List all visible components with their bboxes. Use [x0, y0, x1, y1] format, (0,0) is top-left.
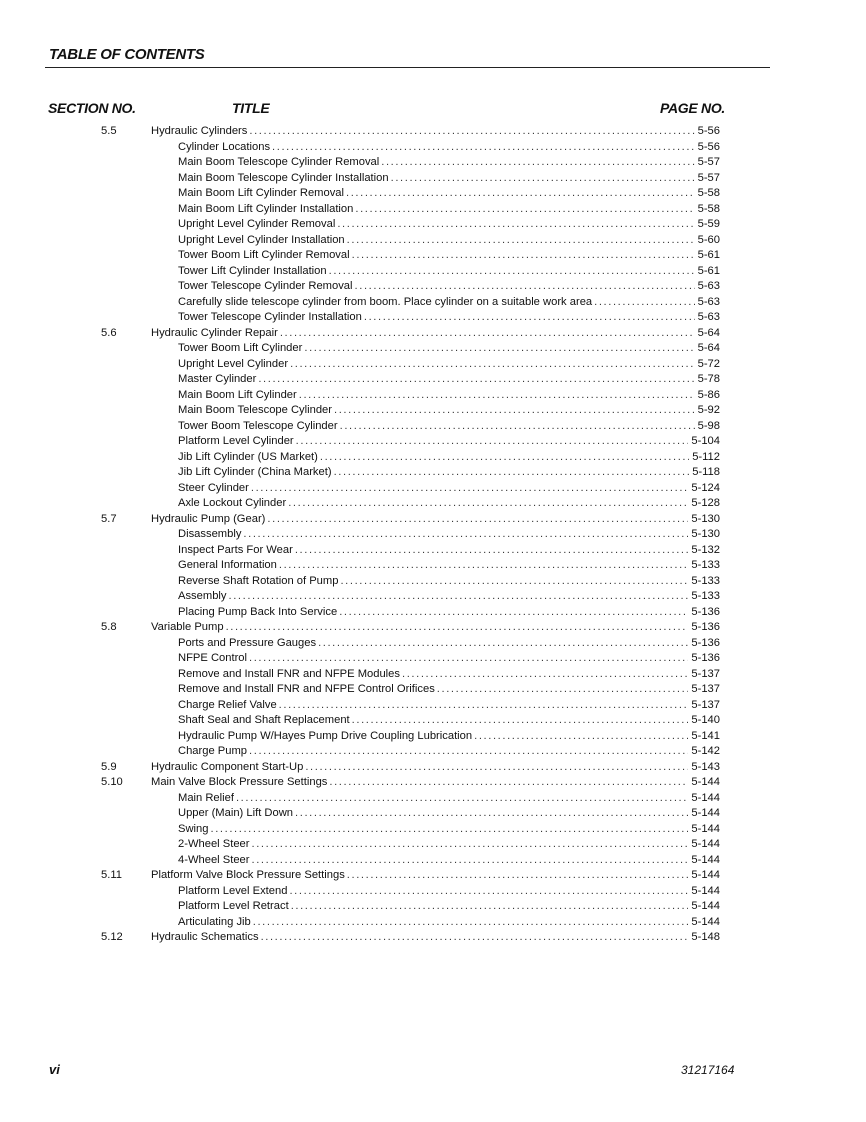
footer-doc-number: 31217164 [681, 1063, 735, 1077]
dot-leader [304, 341, 694, 357]
toc-entry-title: Shaft Seal and Shaft Replacement [178, 714, 350, 726]
toc-subsection-link[interactable] [178, 698, 720, 714]
dot-leader [252, 837, 689, 853]
toc-entry-title: 4-Wheel Steer [178, 853, 250, 866]
toc-page-number: 5-57 [697, 171, 720, 184]
dot-leader [402, 667, 688, 683]
toc-entry[interactable] [0, 527, 866, 543]
toc-section-number: 5.12 [101, 931, 123, 943]
toc-page-number: 5-144 [691, 776, 720, 788]
toc-subsection-link[interactable] [178, 481, 720, 497]
toc-entry-title: Platform Level Extend [178, 884, 288, 897]
dot-leader [291, 899, 689, 915]
toc-subsection-link[interactable] [178, 465, 720, 481]
dot-leader [305, 760, 688, 776]
toc-entry-title: Hydraulic Cylinder Repair [151, 326, 278, 339]
dot-leader [347, 868, 689, 884]
toc-page-number: 5-58 [697, 202, 720, 215]
toc-entry[interactable] [0, 388, 866, 404]
dot-leader [279, 558, 689, 574]
toc-entry[interactable] [0, 481, 866, 497]
dot-leader [236, 791, 688, 807]
toc-entry[interactable] [0, 496, 866, 512]
toc-page-number: 5-136 [691, 652, 720, 664]
toc-entry[interactable] [0, 682, 866, 698]
toc-entry[interactable] [0, 868, 866, 884]
toc-subsection-link[interactable] [178, 791, 720, 807]
toc-subsection-link[interactable] [178, 589, 720, 605]
toc-entry[interactable] [0, 558, 866, 574]
toc-entry[interactable] [0, 341, 866, 357]
toc-page-number: 5-148 [691, 931, 720, 943]
toc-subsection-link[interactable] [178, 155, 720, 171]
page-title: TABLE OF CONTENTS [49, 46, 205, 63]
toc-page-number: 5-144 [691, 838, 720, 850]
toc-page-number: 5-143 [691, 760, 720, 773]
toc-entry-title: Main Relief [178, 791, 234, 804]
toc-entry[interactable] [0, 419, 866, 435]
toc-entry-title: Remove and Install FNR and NFPE Modules [178, 667, 400, 680]
toc-entry-title: Hydraulic Schematics [151, 931, 259, 943]
dot-leader [272, 140, 695, 156]
dot-leader [352, 248, 695, 264]
toc-entry-title: Charge Relief Valve [178, 698, 277, 711]
toc-subsection-link[interactable] [178, 450, 720, 466]
dot-leader [355, 202, 694, 218]
toc-entry[interactable] [0, 217, 866, 233]
toc-subsection-link[interactable] [178, 372, 720, 388]
toc-page-number: 5-141 [691, 729, 720, 742]
toc-entry[interactable] [0, 822, 866, 838]
toc-page-number: 5-130 [691, 512, 720, 525]
dot-leader [340, 574, 688, 590]
toc-entry-title: Jib Lift Cylinder (US Market) [178, 450, 318, 463]
toc-entry[interactable] [0, 698, 866, 714]
toc-page-number: 5-63 [697, 295, 720, 308]
toc-entry-title: Axle Lockout Cylinder [178, 497, 287, 509]
toc-entry-title: Disassembly [178, 528, 242, 540]
toc-page-number: 5-78 [697, 373, 720, 385]
dot-leader [258, 372, 694, 388]
toc-subsection-link[interactable] [178, 806, 720, 822]
toc-section-number: 5.5 [101, 125, 117, 137]
toc-entry[interactable] [0, 155, 866, 171]
toc-subsection-link[interactable] [178, 248, 720, 264]
toc-entry[interactable] [0, 806, 866, 822]
toc-page-number: 5-124 [691, 481, 720, 494]
dot-leader [364, 310, 695, 326]
toc-page-number: 5-63 [697, 311, 720, 323]
column-header-page: PAGE NO. [660, 100, 726, 116]
toc-entry[interactable] [0, 248, 866, 264]
toc-subsection-link[interactable] [178, 357, 720, 373]
toc-section-link[interactable] [151, 775, 720, 791]
toc-page-number: 5-137 [691, 683, 720, 695]
toc-subsection-link[interactable] [178, 543, 720, 559]
dot-leader [290, 357, 695, 373]
toc-page-number: 5-144 [691, 884, 720, 897]
dot-leader [295, 543, 689, 559]
toc-entry[interactable] [0, 233, 866, 249]
toc-entry[interactable] [0, 403, 866, 419]
toc-page-number: 5-63 [697, 280, 720, 292]
toc-page-number: 5-137 [691, 698, 720, 711]
toc-entry[interactable] [0, 574, 866, 590]
toc-subsection-link[interactable] [178, 558, 720, 574]
dot-leader [318, 636, 688, 652]
toc-page-number: 5-56 [697, 140, 720, 153]
dot-leader [320, 450, 689, 466]
dot-leader [249, 124, 694, 140]
toc-page-number: 5-133 [691, 590, 720, 602]
toc-section-number: 5.9 [101, 760, 117, 773]
toc-section-link[interactable] [151, 512, 720, 528]
toc-entry-title: Platform Valve Block Pressure Settings [151, 869, 345, 881]
toc-entry[interactable] [0, 853, 866, 869]
dot-leader [355, 279, 695, 295]
toc-entry[interactable] [0, 930, 866, 946]
toc-page-number: 5-112 [692, 450, 720, 463]
toc-subsection-link[interactable] [178, 403, 720, 419]
toc-entry-title: Remove and Install FNR and NFPE Control Orifices [178, 683, 435, 695]
toc-page-number: 5-104 [691, 435, 720, 447]
toc-entry[interactable] [0, 295, 866, 311]
toc-subsection-link[interactable] [178, 837, 720, 853]
toc-entry[interactable] [0, 605, 866, 621]
toc-subsection-link[interactable] [178, 341, 720, 357]
dot-leader [337, 217, 694, 233]
dot-leader [253, 915, 689, 931]
toc-subsection-link[interactable] [178, 682, 720, 698]
toc-page-number: 5-144 [691, 791, 720, 804]
dot-leader [352, 713, 689, 729]
toc-entry[interactable] [0, 124, 866, 140]
toc-entry-title: Tower Boom Lift Cylinder Removal [178, 249, 350, 261]
dot-leader [299, 388, 695, 404]
dot-leader [381, 155, 694, 171]
toc-entry-title: Hydraulic Component Start-Up [151, 760, 304, 773]
toc-subsection-link[interactable] [178, 667, 720, 683]
toc-subsection-link[interactable] [178, 186, 720, 202]
toc-entry-title: Main Valve Block Pressure Settings [151, 776, 328, 788]
toc-entry[interactable] [0, 326, 866, 342]
column-header-title: TITLE [232, 100, 270, 116]
toc-entry[interactable] [0, 372, 866, 388]
toc-entry-title: Platform Level Retract [178, 900, 289, 912]
toc-entry-title: Upright Level Cylinder Removal [178, 218, 336, 230]
toc-entry[interactable] [0, 434, 866, 450]
toc-entry[interactable] [0, 264, 866, 280]
toc-subsection-link[interactable] [178, 884, 720, 900]
toc-entry[interactable] [0, 202, 866, 218]
dot-leader [252, 853, 689, 869]
dot-leader [339, 605, 688, 621]
toc-page-number: 5-144 [691, 869, 720, 881]
dot-leader [289, 884, 688, 900]
dot-leader [243, 527, 688, 543]
dot-leader [346, 186, 695, 202]
toc-subsection-link[interactable] [178, 217, 720, 233]
dot-leader [391, 171, 695, 187]
dot-leader [249, 744, 688, 760]
toc-page-number: 5-144 [691, 915, 720, 928]
toc-page-number: 5-72 [697, 357, 720, 370]
toc-page-number: 5-136 [691, 621, 720, 633]
dot-leader [229, 589, 689, 605]
toc-entry-title: Charge Pump [178, 745, 248, 757]
dot-leader [210, 822, 688, 838]
toc-entry[interactable] [0, 357, 866, 373]
toc-entry-title: Main Boom Lift Cylinder [178, 388, 297, 401]
dot-leader [594, 295, 694, 311]
toc-entry[interactable] [0, 636, 866, 652]
toc-entry-title: Ports and Pressure Gauges [178, 636, 317, 649]
toc-entry-title: Tower Boom Lift Cylinder [178, 342, 303, 354]
dot-leader [251, 481, 688, 497]
dot-leader [329, 775, 688, 791]
toc-entry-title: Inspect Parts For Wear [178, 543, 293, 556]
toc-subsection-link[interactable] [178, 651, 720, 667]
toc-subsection-link[interactable] [178, 233, 720, 249]
toc-entry[interactable] [0, 543, 866, 559]
toc-entry-title: Swing [178, 822, 209, 835]
toc-page-number: 5-64 [697, 326, 720, 339]
footer-page-label: vi [49, 1062, 60, 1077]
toc-entry[interactable] [0, 465, 866, 481]
toc-page-number: 5-60 [697, 233, 720, 246]
toc-entry[interactable] [0, 310, 866, 326]
toc-entry-title: Main Boom Lift Cylinder Removal [178, 187, 345, 199]
toc-subsection-link[interactable] [178, 279, 720, 295]
toc-entry-title: Assembly [178, 590, 227, 602]
toc-entry-title: Articulating Jib [178, 915, 251, 928]
toc-subsection-link[interactable] [178, 899, 720, 915]
dot-leader [295, 806, 688, 822]
toc-page-number: 5-133 [691, 559, 720, 571]
toc-entry[interactable] [0, 279, 866, 295]
dot-leader [340, 419, 695, 435]
toc-subsection-link[interactable] [178, 605, 720, 621]
toc-section-link[interactable] [151, 326, 720, 342]
toc-page-number: 5-136 [691, 636, 720, 649]
toc-entry-title: Tower Telescope Cylinder Removal [178, 280, 353, 292]
toc-entry-title: Main Boom Telescope Cylinder Removal [178, 156, 380, 168]
toc-entry-title: Carefully slide telescope cylinder from boom. Place cylinder on a suitable work area [178, 295, 593, 308]
toc-page-number: 5-61 [697, 249, 720, 261]
toc-page-number: 5-86 [697, 388, 720, 401]
toc-entry-title: Upright Level Cylinder Installation [178, 233, 345, 246]
toc-entry[interactable] [0, 915, 866, 931]
toc-entry-title: Hydraulic Cylinders [151, 125, 248, 137]
toc-page-number: 5-144 [691, 900, 720, 912]
toc-entry[interactable] [0, 760, 866, 776]
toc-subsection-link[interactable] [178, 744, 720, 760]
toc-section-link[interactable] [151, 868, 720, 884]
column-header-section: SECTION NO. [48, 100, 136, 116]
toc-subsection-link[interactable] [178, 527, 720, 543]
toc-subsection-link[interactable] [178, 388, 720, 404]
toc-page-number: 5-118 [692, 466, 720, 478]
toc-entry-title: Upright Level Cylinder [178, 357, 289, 370]
toc-entry-title: Reverse Shaft Rotation of Pump [178, 574, 339, 587]
toc-section-number: 5.11 [101, 869, 122, 881]
dot-leader [474, 729, 688, 745]
toc-page-number: 5-59 [697, 218, 720, 230]
toc-page-number: 5-137 [691, 667, 720, 680]
toc-entry[interactable] [0, 620, 866, 636]
toc-subsection-link[interactable] [178, 822, 720, 838]
toc-page-number: 5-140 [691, 714, 720, 726]
toc-page-number: 5-64 [697, 342, 720, 354]
toc-entry[interactable] [0, 744, 866, 760]
toc-entry[interactable] [0, 589, 866, 605]
toc-entry-title: Main Boom Telescope Cylinder [178, 404, 333, 416]
toc-subsection-link[interactable] [178, 295, 720, 311]
toc-entry-title: Upper (Main) Lift Down [178, 807, 294, 819]
toc-page-number: 5-136 [691, 605, 720, 618]
dot-leader [288, 496, 688, 512]
toc-section-link[interactable] [151, 930, 720, 946]
toc-entry-title: Master Cylinder [178, 373, 257, 385]
toc-entry-title: Variable Pump [151, 621, 224, 633]
toc-entry-title: Platform Level Cylinder [178, 435, 294, 447]
toc-entry[interactable] [0, 775, 866, 791]
toc-entry-title: General Information [178, 559, 277, 571]
toc-entry-title: Main Boom Lift Cylinder Installation [178, 202, 354, 215]
toc-page-number: 5-144 [691, 853, 720, 866]
toc-page-number: 5-144 [691, 822, 720, 835]
dot-leader [329, 264, 695, 280]
toc-entry[interactable] [0, 729, 866, 745]
toc-entry[interactable] [0, 791, 866, 807]
dot-leader [267, 512, 688, 528]
toc-subsection-link[interactable] [178, 264, 720, 280]
toc-entry-title: Cylinder Locations [178, 140, 271, 153]
toc-page-number: 5-98 [697, 419, 720, 432]
toc-page-number: 5-61 [697, 264, 720, 277]
toc-entry[interactable] [0, 651, 866, 667]
toc-entry-title: Tower Lift Cylinder Installation [178, 264, 327, 277]
toc-page-number: 5-144 [691, 807, 720, 819]
toc-subsection-link[interactable] [178, 496, 720, 512]
dot-leader [261, 930, 689, 946]
dot-leader [226, 620, 689, 636]
toc-subsection-link[interactable] [178, 419, 720, 435]
toc-subsection-link[interactable] [178, 853, 720, 869]
toc-entry[interactable] [0, 667, 866, 683]
toc-subsection-link[interactable] [178, 713, 720, 729]
toc-section-link[interactable] [151, 760, 720, 776]
toc-entry[interactable] [0, 140, 866, 156]
toc-entry[interactable] [0, 512, 866, 528]
toc-entry-title: Tower Telescope Cylinder Installation [178, 311, 362, 323]
toc-page-number: 5-57 [697, 156, 720, 168]
toc-entry-title: Hydraulic Pump W/Hayes Pump Drive Coupling Lubrication [178, 729, 473, 742]
dot-leader [334, 465, 690, 481]
toc-page-number: 5-130 [691, 528, 720, 540]
toc-subsection-link[interactable] [178, 140, 720, 156]
toc-page-number: 5-142 [691, 745, 720, 757]
toc-page-number: 5-92 [697, 404, 720, 416]
toc-subsection-link[interactable] [178, 202, 720, 218]
toc-page-number: 5-58 [697, 187, 720, 199]
toc-subsection-link[interactable] [178, 574, 720, 590]
toc-entry-title: Jib Lift Cylinder (China Market) [178, 466, 332, 478]
toc-entry-title: Hydraulic Pump (Gear) [151, 512, 266, 525]
toc-entry[interactable] [0, 171, 866, 187]
dot-leader [437, 682, 689, 698]
dot-leader [296, 434, 689, 450]
toc-subsection-link[interactable] [178, 636, 720, 652]
toc-entry-title: NFPE Control [178, 652, 248, 664]
toc-entry-title: Main Boom Telescope Cylinder Installation [178, 171, 389, 184]
dot-leader [334, 403, 695, 419]
toc-subsection-link[interactable] [178, 171, 720, 187]
toc-page-number: 5-56 [697, 125, 720, 137]
toc-entry[interactable] [0, 713, 866, 729]
toc-entry-title: Tower Boom Telescope Cylinder [178, 419, 338, 432]
dot-leader [347, 233, 695, 249]
toc-entry-title: 2-Wheel Steer [178, 838, 250, 850]
toc-list [0, 124, 866, 946]
toc-subsection-link[interactable] [178, 729, 720, 745]
toc-entry[interactable] [0, 450, 866, 466]
title-rule [45, 67, 770, 68]
toc-entry-title: Placing Pump Back Into Service [178, 605, 338, 618]
toc-page-number: 5-128 [691, 497, 720, 509]
dot-leader [249, 651, 688, 667]
dot-leader [279, 698, 689, 714]
toc-section-number: 5.6 [101, 326, 117, 339]
toc-entry[interactable] [0, 884, 866, 900]
toc-page-number: 5-132 [691, 543, 720, 556]
toc-subsection-link[interactable] [178, 434, 720, 450]
toc-section-link[interactable] [151, 620, 720, 636]
toc-entry[interactable] [0, 899, 866, 915]
toc-section-link[interactable] [151, 124, 720, 140]
toc-subsection-link[interactable] [178, 310, 720, 326]
toc-entry[interactable] [0, 186, 866, 202]
dot-leader [280, 326, 695, 342]
toc-section-number: 5.10 [101, 776, 123, 788]
toc-section-number: 5.8 [101, 621, 117, 633]
toc-entry[interactable] [0, 837, 866, 853]
toc-subsection-link[interactable] [178, 915, 720, 931]
toc-section-number: 5.7 [101, 512, 117, 525]
toc-page-number: 5-133 [691, 574, 720, 587]
toc-entry-title: Steer Cylinder [178, 481, 249, 494]
